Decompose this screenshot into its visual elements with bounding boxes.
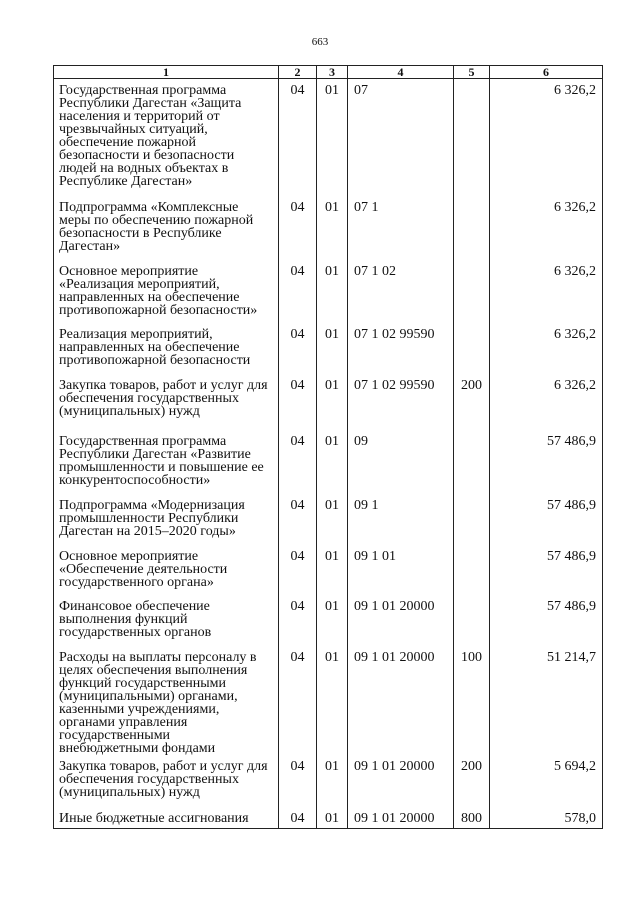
- column-header-4: 4: [348, 66, 454, 79]
- table-row: [54, 545, 603, 595]
- table-row: [54, 755, 603, 807]
- section-code-cell: 01: [317, 374, 348, 430]
- ministry-code-cell: 04: [279, 430, 317, 494]
- target-article-cell: 09 1 01 20000: [348, 755, 454, 807]
- expense-type-cell: [454, 323, 490, 374]
- section-code-cell: 01: [317, 196, 348, 260]
- table-row: [54, 374, 603, 430]
- table-row: [54, 430, 603, 494]
- ministry-code-cell: 04: [279, 374, 317, 430]
- expense-type-cell: [454, 595, 490, 646]
- table-row: [54, 196, 603, 260]
- expense-type-cell: 100: [454, 646, 490, 755]
- target-article-cell: 07 1 02: [348, 260, 454, 323]
- amount-cell: 57 486,9: [490, 545, 603, 595]
- amount-cell: 6 326,2: [490, 323, 603, 374]
- table-row: [54, 260, 603, 323]
- section-code-cell: 01: [317, 545, 348, 595]
- amount-cell: 57 486,9: [490, 494, 603, 545]
- section-code-cell: 01: [317, 494, 348, 545]
- row-name-cell: Подпрограмма «Комплексные меры по обеспечению пожарной безопасности в Республике Дагестан»: [54, 196, 279, 260]
- table-row: [54, 807, 603, 829]
- target-article-cell: 07: [348, 79, 454, 196]
- section-code-cell: 01: [317, 646, 348, 755]
- budget-table-container: [53, 65, 603, 829]
- expense-type-cell: [454, 260, 490, 323]
- row-name-cell: Основное мероприятие «Обеспечение деятельности государственного органа»: [54, 545, 279, 595]
- row-name-cell: Подпрограмма «Модернизация промышленности Республики Дагестан на 2015–2020 годы»: [54, 494, 279, 545]
- amount-cell: 51 214,7: [490, 646, 603, 755]
- section-code-cell: 01: [317, 323, 348, 374]
- page-number: 663: [311, 36, 329, 48]
- expense-type-cell: [454, 79, 490, 196]
- table-row: [54, 595, 603, 646]
- target-article-cell: 09 1 01 20000: [348, 646, 454, 755]
- table-header-row: [54, 66, 603, 79]
- target-article-cell: 09: [348, 430, 454, 494]
- row-name-cell: Реализация мероприятий, направленных на обеспечение противопожарной безопасности: [54, 323, 279, 374]
- row-name-cell: Государственная программа Республики Дагестан «Защита населения и территорий от чрезвычайных ситуаций, обеспечение пожарной безопасности и безопасности людей на водных объектах в Республике Дагестан»: [54, 79, 279, 196]
- row-name-cell: Закупка товаров, работ и услуг для обеспечения государственных (муниципальных) нужд: [54, 755, 279, 807]
- target-article-cell: 09 1 01 20000: [348, 595, 454, 646]
- section-code-cell: 01: [317, 260, 348, 323]
- ministry-code-cell: 04: [279, 79, 317, 196]
- row-name-cell: Иные бюджетные ассигнования: [54, 807, 279, 829]
- expense-type-cell: 200: [454, 374, 490, 430]
- amount-cell: 6 326,2: [490, 196, 603, 260]
- table-row: [54, 494, 603, 545]
- ministry-code-cell: 04: [279, 196, 317, 260]
- row-name-cell: Основное мероприятие «Реализация мероприятий, направленных на обеспечение противопожарной безопасности»: [54, 260, 279, 323]
- target-article-cell: 09 1 01: [348, 545, 454, 595]
- table-row: [54, 646, 603, 755]
- ministry-code-cell: 04: [279, 755, 317, 807]
- amount-cell: 6 326,2: [490, 374, 603, 430]
- amount-cell: 6 326,2: [490, 79, 603, 196]
- expense-type-cell: 800: [454, 807, 490, 829]
- column-header-3: 3: [317, 66, 348, 79]
- section-code-cell: 01: [317, 755, 348, 807]
- amount-cell: 57 486,9: [490, 595, 603, 646]
- row-name-cell: Расходы на выплаты персоналу в целях обеспечения выполнения функций государственными (муниципальными) органами, казенными учреждениями, органами управления государственными внебюджетными фондами: [54, 646, 279, 755]
- target-article-cell: 07 1 02 99590: [348, 323, 454, 374]
- table-row: [54, 323, 603, 374]
- target-article-cell: 09 1 01 20000: [348, 807, 454, 829]
- row-name-cell: Финансовое обеспечение выполнения функций государственных органов: [54, 595, 279, 646]
- budget-table: [53, 65, 603, 829]
- ministry-code-cell: 04: [279, 646, 317, 755]
- expense-type-cell: [454, 545, 490, 595]
- table-row: [54, 79, 603, 196]
- section-code-cell: 01: [317, 595, 348, 646]
- target-article-cell: 07 1 02 99590: [348, 374, 454, 430]
- ministry-code-cell: 04: [279, 260, 317, 323]
- amount-cell: 6 326,2: [490, 260, 603, 323]
- column-header-2: 2: [279, 66, 317, 79]
- section-code-cell: 01: [317, 430, 348, 494]
- section-code-cell: 01: [317, 807, 348, 829]
- column-header-5: 5: [454, 66, 490, 79]
- ministry-code-cell: 04: [279, 595, 317, 646]
- amount-cell: 5 694,2: [490, 755, 603, 807]
- section-code-cell: 01: [317, 79, 348, 196]
- ministry-code-cell: 04: [279, 494, 317, 545]
- expense-type-cell: [454, 494, 490, 545]
- amount-cell: 578,0: [490, 807, 603, 829]
- ministry-code-cell: 04: [279, 545, 317, 595]
- expense-type-cell: 200: [454, 755, 490, 807]
- column-header-1: 1: [54, 66, 279, 79]
- amount-cell: 57 486,9: [490, 430, 603, 494]
- column-header-6: 6: [490, 66, 603, 79]
- row-name-cell: Закупка товаров, работ и услуг для обеспечения государственных (муниципальных) нужд: [54, 374, 279, 430]
- ministry-code-cell: 04: [279, 323, 317, 374]
- target-article-cell: 09 1: [348, 494, 454, 545]
- ministry-code-cell: 04: [279, 807, 317, 829]
- expense-type-cell: [454, 430, 490, 494]
- row-name-cell: Государственная программа Республики Дагестан «Развитие промышленности и повышение ее конкурентоспособности»: [54, 430, 279, 494]
- target-article-cell: 07 1: [348, 196, 454, 260]
- expense-type-cell: [454, 196, 490, 260]
